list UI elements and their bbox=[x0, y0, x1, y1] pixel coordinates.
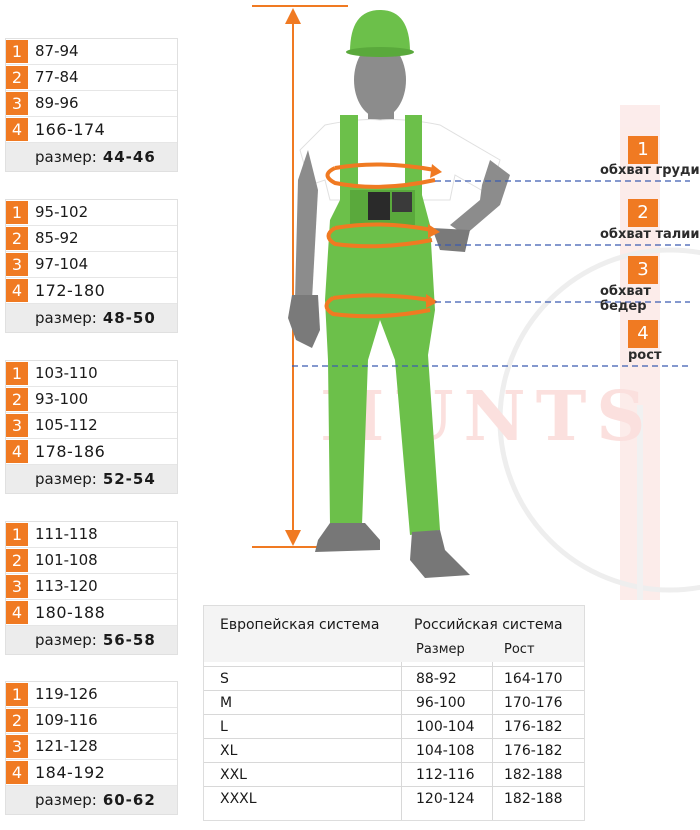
height-value: 178-186 bbox=[35, 442, 106, 461]
ru-height: 176-182 bbox=[504, 743, 563, 759]
height-value: 180-188 bbox=[35, 603, 106, 622]
row-number: 4 bbox=[6, 279, 28, 302]
ru-height: 164-170 bbox=[504, 671, 563, 687]
ru-height: 176-182 bbox=[504, 719, 563, 735]
row-number: 2 bbox=[6, 709, 28, 732]
size-footer bbox=[6, 465, 177, 493]
row-number: 2 bbox=[6, 227, 28, 250]
size-label: размер: bbox=[35, 631, 97, 649]
legend-number-1: 1 bbox=[628, 136, 658, 164]
hips-value: 121-128 bbox=[35, 737, 98, 755]
size-card-52-54 bbox=[5, 360, 178, 494]
row-number: 2 bbox=[6, 388, 28, 411]
eu-size: XL bbox=[220, 743, 238, 759]
row-number: 1 bbox=[6, 362, 28, 385]
table-row bbox=[204, 714, 584, 739]
height-value: 184-192 bbox=[35, 763, 106, 782]
card-row-chest bbox=[6, 200, 177, 226]
card-row-chest bbox=[6, 682, 177, 708]
row-number: 4 bbox=[6, 118, 28, 141]
hips-value: 105-112 bbox=[35, 416, 98, 434]
legend-label-chest: обхват груди bbox=[600, 163, 700, 178]
ru-height: 182-188 bbox=[504, 791, 563, 807]
card-row-height bbox=[6, 760, 177, 786]
ru-size: 112-116 bbox=[416, 767, 475, 783]
waist-value: 85-92 bbox=[35, 229, 79, 247]
card-row-chest bbox=[6, 39, 177, 65]
watermark-text: HUNTS bbox=[320, 377, 656, 457]
row-number: 4 bbox=[6, 440, 28, 463]
card-row-hips bbox=[6, 734, 177, 760]
row-number: 3 bbox=[6, 414, 28, 437]
size-footer bbox=[6, 143, 177, 171]
size-value: 52-54 bbox=[102, 470, 156, 488]
size-value: 48-50 bbox=[102, 309, 156, 327]
ru-size: 96-100 bbox=[416, 695, 466, 711]
eu-size: L bbox=[220, 719, 228, 735]
header-russian: Российская система bbox=[414, 617, 563, 633]
header-european: Европейская система bbox=[220, 617, 380, 633]
row-number: 2 bbox=[6, 66, 28, 89]
size-footer bbox=[6, 786, 177, 814]
eu-size: M bbox=[220, 695, 233, 711]
row-number: 1 bbox=[6, 523, 28, 546]
row-number: 1 bbox=[6, 40, 28, 63]
eu-size: S bbox=[220, 671, 229, 687]
height-value: 166-174 bbox=[35, 120, 106, 139]
chest-value: 119-126 bbox=[35, 685, 98, 703]
legend-number-3: 3 bbox=[628, 256, 658, 284]
size-card-48-50 bbox=[5, 199, 178, 333]
row-number: 3 bbox=[6, 575, 28, 598]
size-value: 44-46 bbox=[102, 148, 156, 166]
height-value: 172-180 bbox=[35, 281, 106, 300]
table-row bbox=[204, 738, 584, 763]
waist-value: 93-100 bbox=[35, 390, 89, 408]
legend-number-2: 2 bbox=[628, 199, 658, 227]
row-number: 1 bbox=[6, 683, 28, 706]
subheader-height: Рост bbox=[504, 642, 535, 657]
ru-height: 170-176 bbox=[504, 695, 563, 711]
chest-value: 95-102 bbox=[35, 203, 89, 221]
size-label: размер: bbox=[35, 309, 97, 327]
row-number: 1 bbox=[6, 201, 28, 224]
table-row bbox=[204, 666, 584, 691]
hips-value: 113-120 bbox=[35, 577, 98, 595]
card-row-height bbox=[6, 600, 177, 626]
card-row-hips bbox=[6, 413, 177, 439]
row-number: 4 bbox=[6, 761, 28, 784]
waist-value: 109-116 bbox=[35, 711, 98, 729]
size-footer bbox=[6, 304, 177, 332]
card-row-hips bbox=[6, 574, 177, 600]
legend-number-4: 4 bbox=[628, 320, 658, 348]
card-row-waist bbox=[6, 387, 177, 413]
size-value: 60-62 bbox=[102, 791, 156, 809]
waist-value: 101-108 bbox=[35, 551, 98, 569]
size-label: размер: bbox=[35, 148, 97, 166]
ru-size: 88-92 bbox=[416, 671, 457, 687]
hard-hat bbox=[350, 10, 410, 52]
size-label: размер: bbox=[35, 791, 97, 809]
ru-size: 104-108 bbox=[416, 743, 475, 759]
eu-size: XXL bbox=[220, 767, 247, 783]
table-row bbox=[204, 786, 584, 811]
chest-value: 87-94 bbox=[35, 42, 79, 60]
legend-label-waist: обхват талии bbox=[600, 227, 700, 242]
row-number: 3 bbox=[6, 735, 28, 758]
ru-size: 120-124 bbox=[416, 791, 475, 807]
worker-body bbox=[288, 10, 510, 578]
legend-label-hips: обхват бедер bbox=[600, 284, 651, 314]
card-row-waist bbox=[6, 65, 177, 91]
size-card-56-58 bbox=[5, 521, 178, 655]
card-row-hips bbox=[6, 91, 177, 117]
size-footer bbox=[6, 626, 177, 654]
row-number: 2 bbox=[6, 549, 28, 572]
size-card-60-62 bbox=[5, 681, 178, 815]
row-number: 3 bbox=[6, 253, 28, 276]
size-label: размер: bbox=[35, 470, 97, 488]
hips-value: 97-104 bbox=[35, 255, 89, 273]
card-row-chest bbox=[6, 361, 177, 387]
table-row bbox=[204, 690, 584, 715]
card-row-waist bbox=[6, 708, 177, 734]
chest-value: 103-110 bbox=[35, 364, 98, 382]
row-number: 3 bbox=[6, 92, 28, 115]
ru-height: 182-188 bbox=[504, 767, 563, 783]
subheader-size: Размер bbox=[416, 642, 465, 657]
hips-value: 89-96 bbox=[35, 94, 79, 112]
chest-value: 111-118 bbox=[35, 525, 98, 543]
card-row-waist bbox=[6, 226, 177, 252]
size-value: 56-58 bbox=[102, 631, 156, 649]
legend-label-height: рост bbox=[628, 348, 662, 363]
row-number: 4 bbox=[6, 601, 28, 624]
eu-size: XXXL bbox=[220, 791, 257, 807]
card-row-waist bbox=[6, 548, 177, 574]
waist-value: 77-84 bbox=[35, 68, 79, 86]
card-row-height bbox=[6, 117, 177, 143]
card-row-hips bbox=[6, 252, 177, 278]
ru-size: 100-104 bbox=[416, 719, 475, 735]
card-row-chest bbox=[6, 522, 177, 548]
card-row-height bbox=[6, 278, 177, 304]
table-row bbox=[204, 762, 584, 787]
card-row-height bbox=[6, 439, 177, 465]
size-card-44-46 bbox=[5, 38, 178, 172]
size-conversion-table bbox=[203, 605, 585, 821]
